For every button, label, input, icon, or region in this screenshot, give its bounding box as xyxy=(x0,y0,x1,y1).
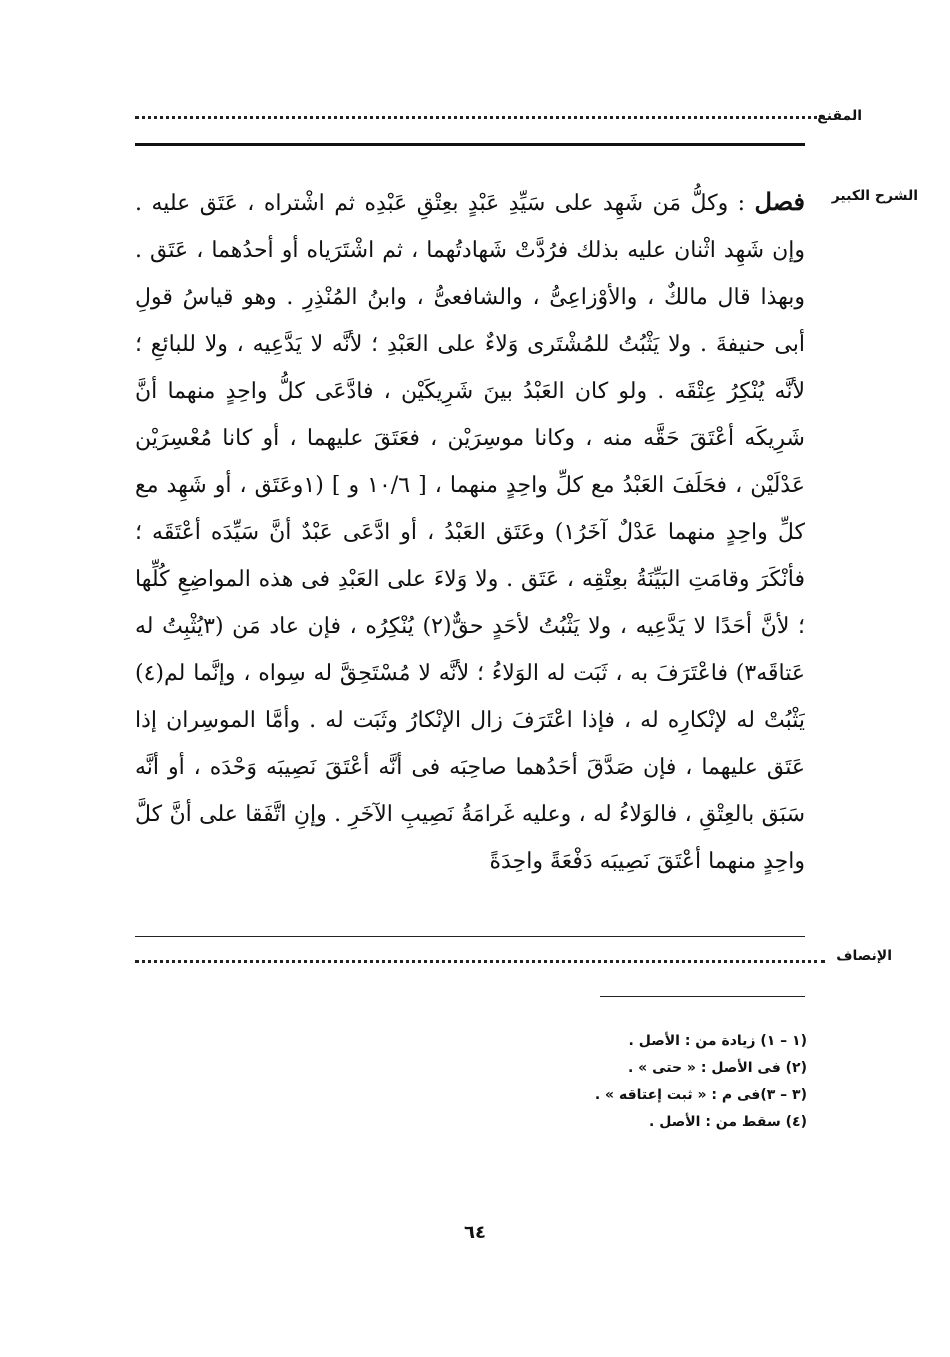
footnote-3: (٣ – ٣)فى م : « ثبت إعتاقه » . xyxy=(594,1087,807,1103)
insaf-label: الإنصاف xyxy=(836,948,892,964)
footnote-separator xyxy=(600,996,805,997)
section-heading: فصل xyxy=(754,187,805,216)
footnote-4: (٤) سقط من : الأصل . xyxy=(649,1114,807,1130)
book-title-label: المقنع xyxy=(817,108,862,124)
insaf-dotted-rule xyxy=(135,960,825,963)
page-number: ٦٤ xyxy=(464,1222,486,1243)
commentary-label: الشرح الكبير xyxy=(831,188,918,204)
header-thick-rule xyxy=(135,143,805,146)
header-dotted-rule xyxy=(135,116,825,119)
body-bottom-rule xyxy=(135,936,805,937)
footnotes xyxy=(407,1028,807,1136)
footnote-2: (٢) فى الأصل : « حتى » . xyxy=(627,1060,807,1076)
main-text-block xyxy=(135,178,805,918)
main-text: : وكلُّ مَن شَهِد على سَيِّدِ عَبْدٍ بعِتْقِ عَبْدِه ثم اشْتراه ، عَتَق عليه . وإن شَهِد اثْنان عليه بذلك فرُدَّتْ شَهادتُهما ، ثم اشْتَرَياه أو أحدُهما ، عَتَق . وبهذا قال مالكٌ ، والأوْزاعِىُّ ، والشافعىُّ ، وابنُ المُنْذِرِ . وهو قياسُ قولِ أبى حنيفةَ . ولا يَثْبُتُ للمُشْتَرى وَلاءٌ على العَبْدِ ؛ لأنَّه لا يَدَّعِيه ، ولا للبائعِ ؛ لأنَّه يُنْكِرُ عِتْقَه . ولو كان العَبْدُ بينَ شَرِيكَيْن ، فادَّعَى كلُّ واحِدٍ منهما أنَّ شَرِيكَه أعْتَقَ حَقَّه منه ، وكانا موسِرَيْن ، فعَتَقَ عليهما ، أو كانا مُعْسِرَيْن عَدْلَيْن ، فحَلَفَ العَبْدُ مع كلِّ واحِدٍ منهما ، [ ١٠/٦ و ] (١وعَتَق ، أو شَهِد مع كلِّ واحِدٍ منهما عَدْلٌ آخَرُ١) وعَتَق العَبْدُ ، أو ادَّعَى عَبْدٌ أنَّ سَيِّدَه أعْتَقَه ؛ فأنْكَرَ وقامَتِ البَيِّنَةُ بعِتْقِه ، عَتَق . ولا وَلاءَ على العَبْدِ فى هذه المواضِعِ كُلِّها ؛ لأنَّ أحَدًا لا يَدَّعِيه ، ولا يَثْبُتُ لأحَدٍ حقٌّ(٢) يُنْكِرُه ، فإن عاد مَن (٣يُثْبِتُ له عَتاقَه٣) فاعْتَرَفَ به ، ثَبَت له الوَلاءُ ؛ لأنَّه لا مُسْتَحِقَّ له سِواه ، وإنَّما لم(٤) يَثْبُتْ له لإنْكارِه له ، فإذا اعْتَرَفَ زال الإنْكارُ وثَبَت له . وأمَّا الموسِران إذا عَتَق عليهما ، فإن صَدَّقَ أحَدُهما صاحِبَه فى أنَّه أعْتَقَ نَصِيبَه وَحْدَه ، أو أنَّه سَبَق بالعِتْقِ ، فالوَلاءُ له ، وعليه غَرامَةُ نَصِيبِ الآخَرِ . وإنِ اتَّفَقا على أنَّ كلَّ واحِدٍ منهما أعْتَقَ نَصِيبَه دَفْعَةً واحِدَةً xyxy=(135,191,805,874)
footnote-1: (١ – ١) زيادة من : الأصل . xyxy=(628,1033,807,1049)
